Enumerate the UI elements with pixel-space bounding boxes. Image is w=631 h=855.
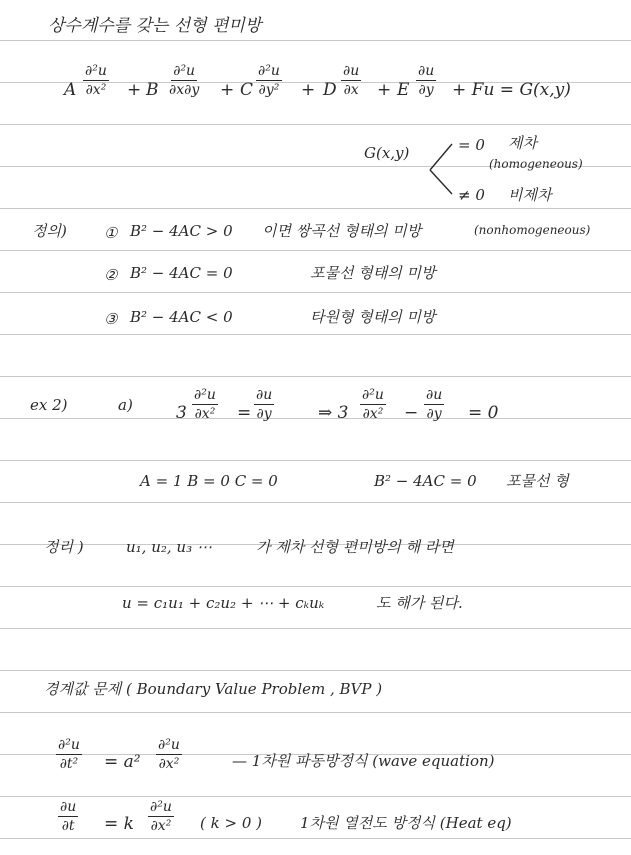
example-label: ex 2) bbox=[30, 396, 68, 414]
example-part: a) bbox=[118, 396, 133, 414]
wave-equals-a-squared: = a² bbox=[104, 752, 141, 772]
page-title: 상수계수를 갖는 선형 편미방 bbox=[48, 16, 262, 36]
coef-d: D bbox=[323, 80, 337, 100]
branch-upper-line bbox=[430, 144, 452, 170]
homogeneous-label: 제차 bbox=[508, 134, 537, 152]
nonhomogeneous-english: (nonhomogeneous) bbox=[474, 223, 591, 237]
fraction-denominator: ∂y² bbox=[258, 82, 280, 98]
fraction-numerator: ∂u bbox=[343, 63, 360, 79]
coefficient-values: A = 1 B = 0 C = 0 bbox=[140, 472, 278, 490]
fraction-uxx bbox=[360, 388, 386, 421]
heat-condition: ( k > 0 ) bbox=[200, 814, 262, 832]
item-number: ② bbox=[104, 266, 118, 284]
fraction-numerator: ∂u bbox=[256, 387, 273, 403]
fraction-numerator: ∂²u bbox=[173, 63, 196, 79]
fraction-numerator: ∂²u bbox=[150, 799, 172, 815]
fraction-uy bbox=[424, 388, 444, 421]
coef-a: A bbox=[64, 80, 77, 100]
equals-sign: = bbox=[237, 403, 252, 423]
not-equal-zero: ≠ 0 bbox=[458, 186, 485, 204]
elliptic-text: 타원형 형태의 미방 bbox=[310, 308, 436, 326]
equals-zero: = 0 bbox=[458, 136, 485, 154]
fraction-uxy bbox=[167, 64, 201, 97]
coef-c: C bbox=[240, 80, 254, 100]
fraction-denominator: ∂x bbox=[343, 82, 359, 98]
classification-result: 포물선 형 bbox=[506, 472, 569, 490]
plus-sign: + bbox=[377, 80, 392, 100]
coef-b: B bbox=[146, 80, 159, 100]
fraction-numerator: ∂²u bbox=[194, 387, 216, 403]
fraction-denominator: ∂x² bbox=[194, 406, 216, 422]
fraction-ut bbox=[58, 800, 78, 833]
discriminant-condition: B² − 4AC < 0 bbox=[130, 308, 233, 326]
fraction-uxx bbox=[192, 388, 218, 421]
fraction-uyy bbox=[256, 64, 282, 97]
equation-rhs: + Fu = G(x,y) bbox=[452, 80, 571, 100]
discriminant-condition: B² − 4AC = 0 bbox=[130, 264, 233, 282]
fraction-numerator: ∂u bbox=[418, 63, 435, 79]
definition-label: 정의) bbox=[32, 222, 67, 240]
fraction-numerator: ∂²u bbox=[258, 63, 280, 79]
equals-zero: = 0 bbox=[468, 403, 499, 423]
solutions-list: u₁, u₂, u₃ ⋯ bbox=[126, 538, 212, 556]
plus-sign: + bbox=[220, 80, 235, 100]
coef-e: E bbox=[397, 80, 410, 100]
plus-sign: + bbox=[301, 80, 316, 100]
theorem-condition: 가 제차 선형 편미방의 해 라면 bbox=[256, 538, 454, 556]
plus-sign: + bbox=[127, 80, 142, 100]
fraction-numerator: ∂²u bbox=[362, 387, 384, 403]
item-number: ③ bbox=[104, 310, 118, 328]
bvp-title: 경계값 문제 ( Boundary Value Problem , BVP ) bbox=[44, 680, 383, 698]
fraction-denominator: ∂x² bbox=[158, 756, 180, 772]
item-number: ① bbox=[104, 224, 118, 242]
fraction-uxx bbox=[156, 738, 182, 771]
fraction-denominator: ∂x² bbox=[85, 82, 107, 98]
g-function: G(x,y) bbox=[364, 144, 410, 162]
fraction-denominator: ∂x∂y bbox=[169, 82, 200, 98]
homogeneous-english: (homogeneous) bbox=[489, 157, 583, 171]
fraction-utt bbox=[56, 738, 82, 771]
fraction-denominator: ∂t² bbox=[59, 756, 79, 772]
fraction-numerator: ∂²u bbox=[85, 63, 107, 79]
fraction-numerator: ∂²u bbox=[158, 737, 180, 753]
fraction-denominator: ∂t bbox=[61, 818, 75, 834]
parabolic-text: 포물선 형태의 미방 bbox=[310, 264, 436, 282]
hyperbolic-text: 이면 쌍곡선 형태의 미방 bbox=[262, 222, 422, 240]
theorem-label: 정리 ) bbox=[44, 538, 84, 556]
fraction-uxx bbox=[148, 800, 174, 833]
heat-equation-label: 1차원 열전도 방정식 (Heat eq) bbox=[300, 814, 512, 832]
minus-sign: − bbox=[404, 403, 419, 423]
fraction-denominator: ∂x² bbox=[362, 406, 384, 422]
wave-equation-label: — 1차원 파동방정식 (wave equation) bbox=[232, 752, 495, 770]
nonhomogeneous-label: 비제차 bbox=[508, 186, 552, 204]
fraction-ux bbox=[341, 64, 361, 97]
branch-lower-line bbox=[430, 170, 452, 194]
fraction-numerator: ∂u bbox=[426, 387, 443, 403]
theorem-conclusion: 도 해가 된다. bbox=[376, 594, 463, 612]
discriminant-condition: B² − 4AC > 0 bbox=[130, 222, 233, 240]
superposition-formula: u = c₁u₁ + c₂u₂ + ⋯ + cₖuₖ bbox=[122, 594, 325, 612]
fraction-uxx bbox=[83, 64, 109, 97]
discriminant: B² − 4AC = 0 bbox=[374, 472, 477, 490]
fraction-uy bbox=[416, 64, 436, 97]
fraction-denominator: ∂y bbox=[256, 406, 272, 422]
heat-equals-k: = k bbox=[104, 814, 134, 834]
fraction-numerator: ∂u bbox=[60, 799, 77, 815]
fraction-numerator: ∂²u bbox=[58, 737, 80, 753]
fraction-denominator: ∂x² bbox=[150, 818, 172, 834]
fraction-denominator: ∂y bbox=[418, 82, 434, 98]
coefficient-three: 3 bbox=[176, 403, 187, 423]
fraction-denominator: ∂y bbox=[426, 406, 442, 422]
implies-arrow: ⇒ 3 bbox=[318, 403, 349, 423]
fraction-uy bbox=[254, 388, 274, 421]
